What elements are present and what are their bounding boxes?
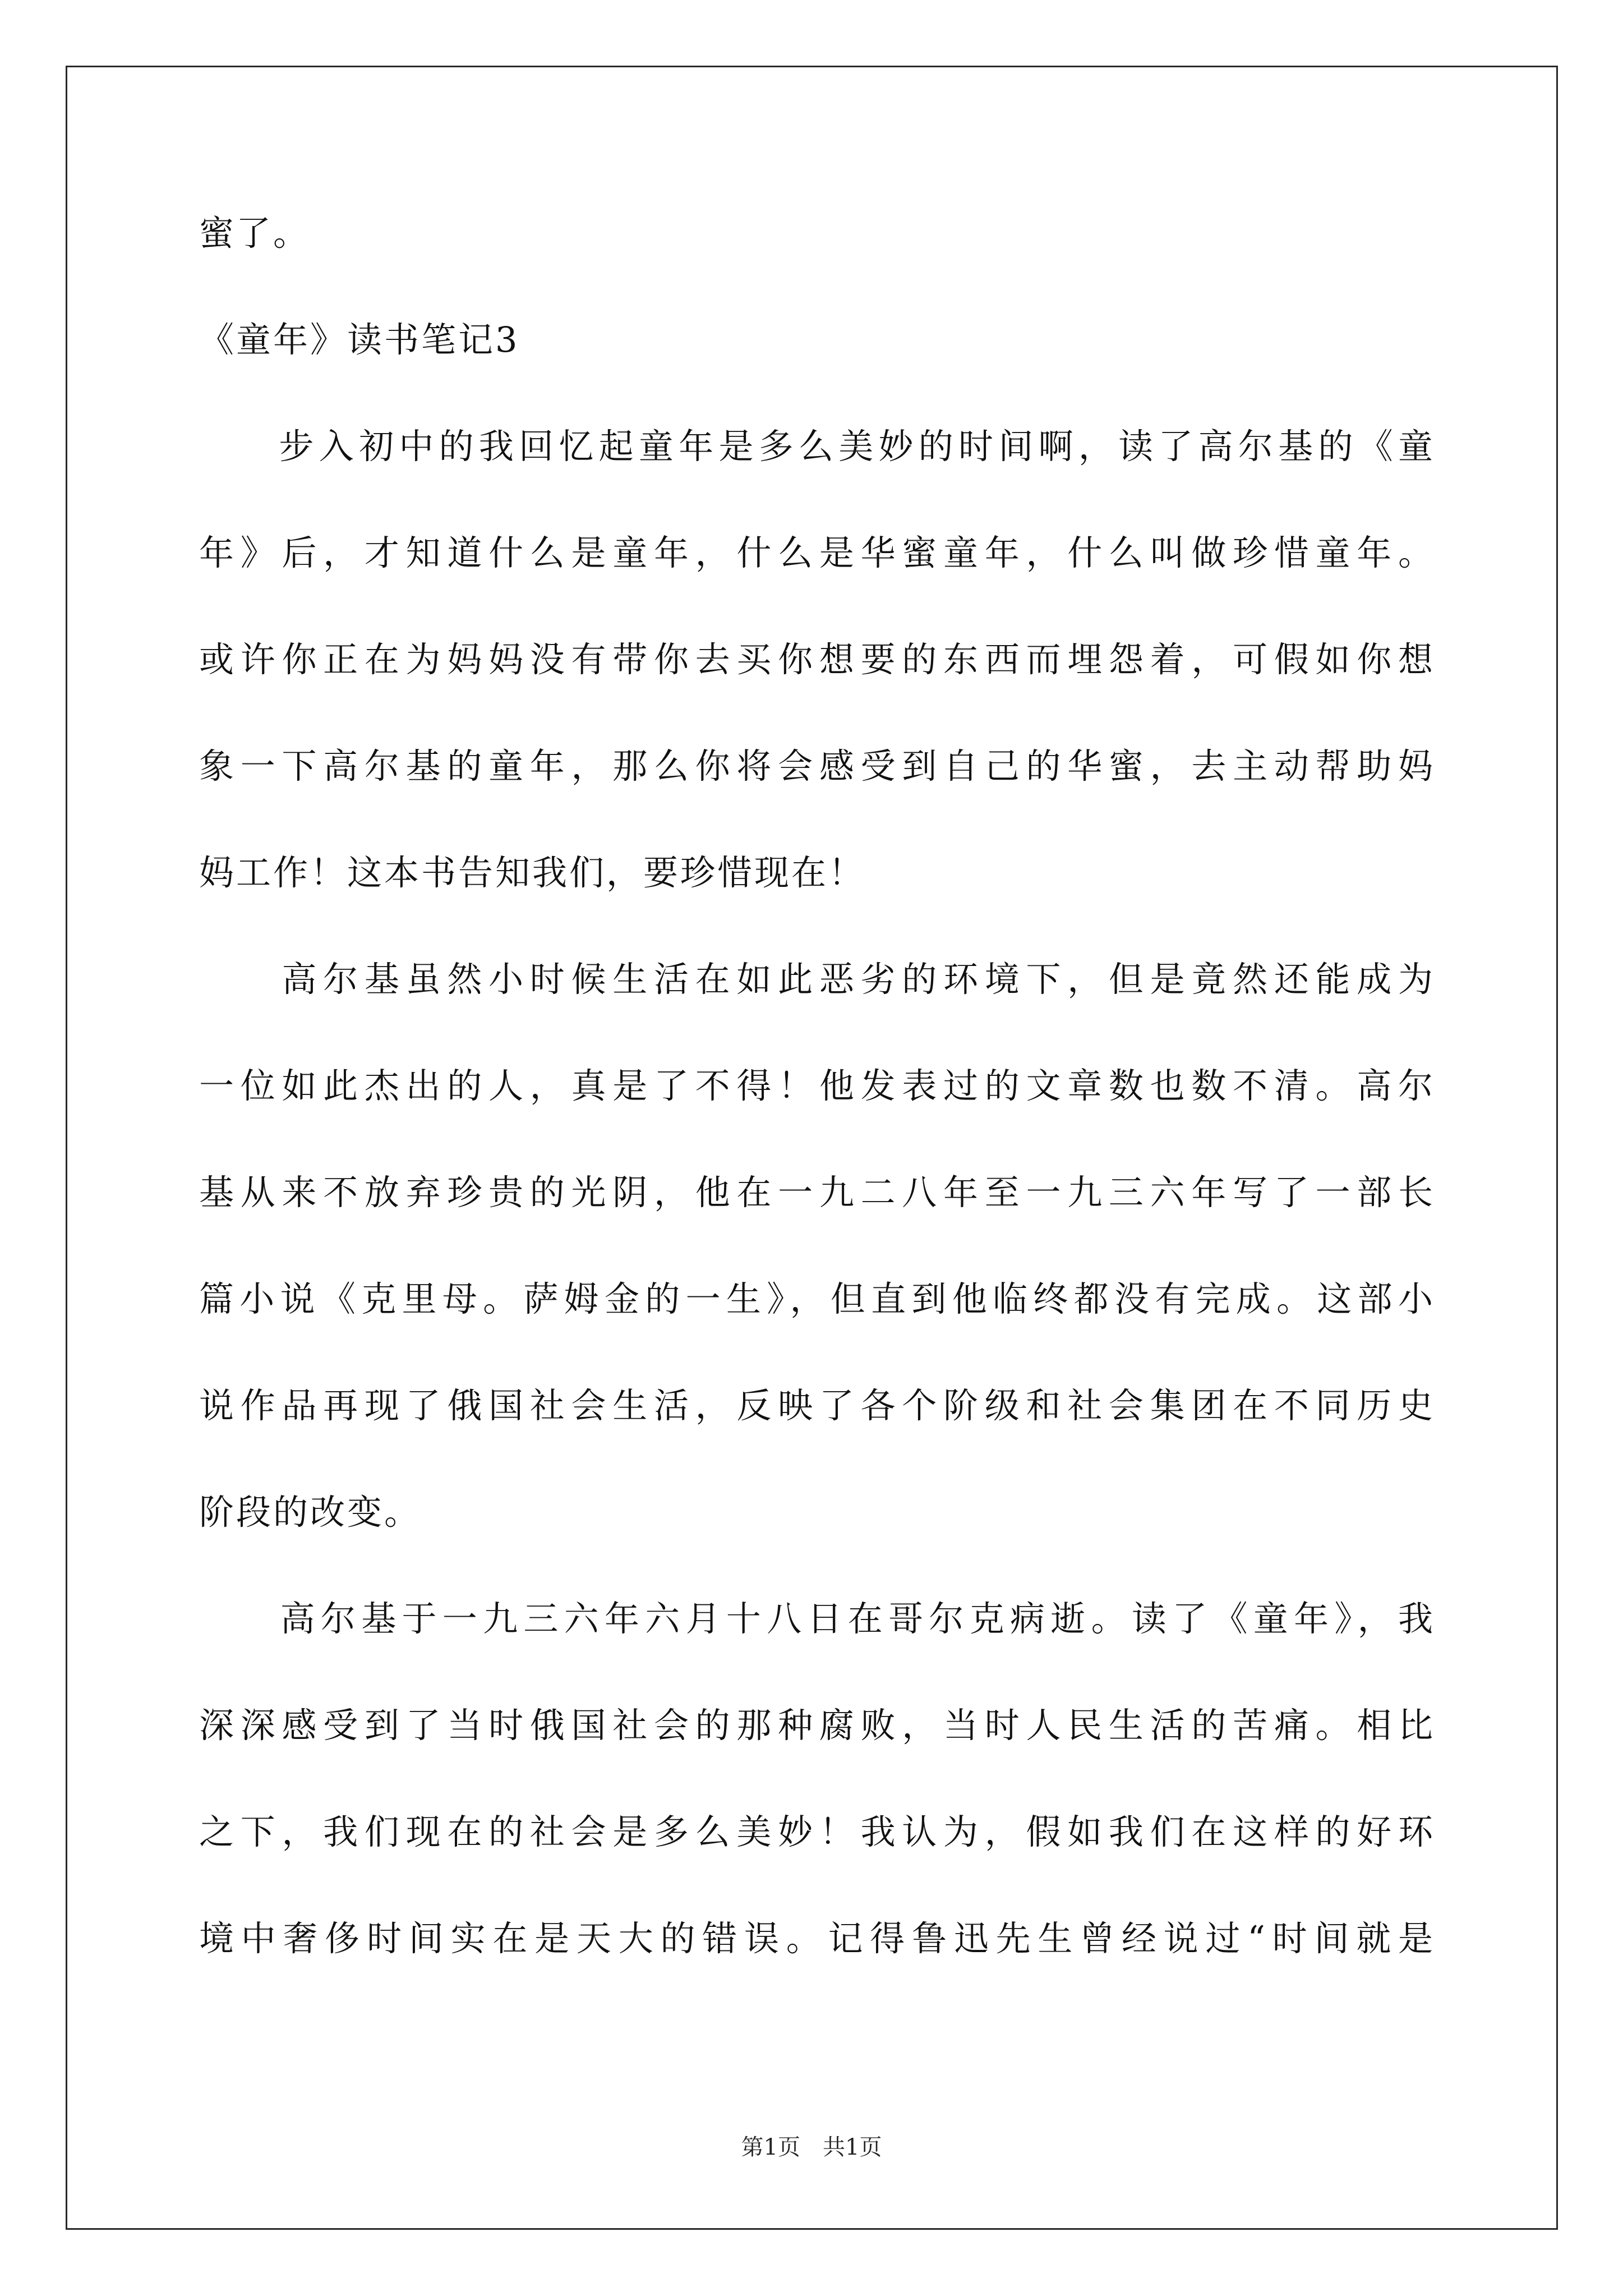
text-line: 蜜了。 — [199, 213, 311, 254]
text-line: 年》后，才知道什么是童年，什么是华蜜童年，什么叫做珍惜童年。 — [199, 532, 1433, 573]
page-border — [66, 66, 1558, 2230]
page-number-footer: 第1页 共1页 — [741, 2134, 882, 2160]
section-heading: 《童年》读书笔记3 — [199, 319, 520, 360]
text-line: 象一下高尔基的童年，那么你将会感受到自己的华蜜，去主动帮助妈 — [199, 746, 1433, 786]
text-line: 深深感受到了当时俄国社会的那种腐败，当时人民生活的苦痛。相比 — [199, 1705, 1433, 1746]
text-line: 高尔基虽然小时候生活在如此恶劣的环境下，但是竟然还能成为 — [199, 959, 1433, 1000]
text-line: 篇小说《克里母。萨姆金的一生》，但直到他临终都没有完成。这部小 — [199, 1278, 1433, 1319]
text-line: 境中奢侈时间实在是天大的错误。记得鲁迅先生曾经说过“时间就是 — [199, 1918, 1433, 1959]
text-line: 一位如此杰出的人，真是了不得！他发表过的文章数也数不清。高尔 — [199, 1065, 1433, 1106]
text-line: 妈工作！这本书告知我们，要珍惜现在！ — [199, 852, 866, 893]
text-line: 之下，我们现在的社会是多么美妙！我认为，假如我们在这样的好环 — [199, 1811, 1433, 1852]
text-line: 高尔基于一九三六年六月十八日在哥尔克病逝。读了《童年》，我 — [199, 1598, 1433, 1639]
text-line: 说作品再现了俄国社会生活，反映了各个阶级和社会集团在不同历史 — [199, 1385, 1433, 1426]
text-line: 步入初中的我回忆起童年是多么美妙的时间啊，读了高尔基的《童 — [199, 426, 1433, 467]
text-line: 基从来不放弃珍贵的光阴，他在一九二八年至一九三六年写了一部长 — [199, 1172, 1433, 1213]
text-line: 或许你正在为妈妈没有带你去买你想要的东西而埋怨着，可假如你想 — [199, 639, 1433, 680]
text-line: 阶段的改变。 — [199, 1492, 422, 1533]
